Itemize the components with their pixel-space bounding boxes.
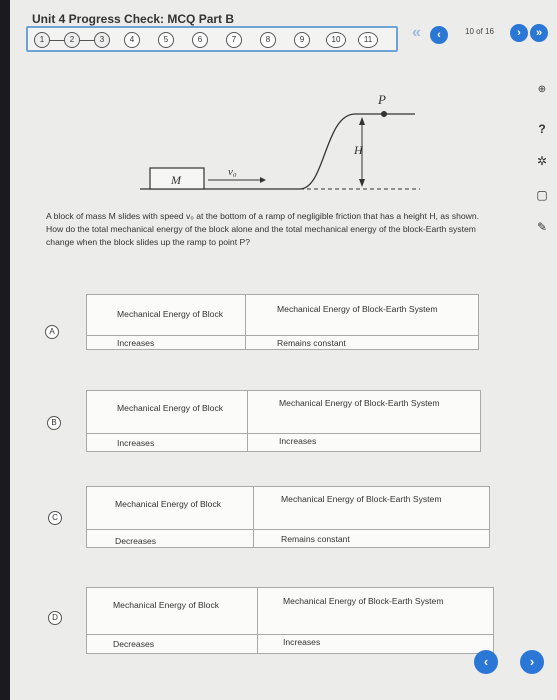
option-b-col2-value: Increases	[279, 436, 317, 446]
option-c-table[interactable]	[86, 486, 490, 548]
option-b-radio[interactable]: B	[47, 416, 61, 430]
exam-screen	[10, 0, 557, 700]
velocity-arrowhead	[260, 177, 266, 183]
option-c-radio[interactable]: C	[48, 511, 62, 525]
option-d-table[interactable]	[86, 587, 494, 654]
option-b-col1-header: Mechanical Energy of Block	[117, 403, 224, 413]
option-c-col2-value: Remains constant	[281, 534, 350, 544]
ramp-diagram	[140, 92, 430, 202]
pencil-icon[interactable]: ✎	[536, 220, 548, 234]
settings-icon[interactable]: ✲	[536, 154, 548, 168]
ramp-figure	[140, 92, 430, 202]
option-b-col1-value: Increases	[117, 438, 155, 448]
option-d-col2-value: Increases	[283, 637, 321, 647]
next-button[interactable]: ›	[520, 650, 544, 674]
option-b-col2-header: Mechanical Energy of Block-Earth System	[279, 398, 440, 408]
page-title: Unit 4 Progress Check: MCQ Part B	[32, 12, 235, 26]
option-b-table[interactable]	[86, 390, 481, 452]
point-label: P	[378, 92, 386, 107]
question-stem: A block of mass M slides with speed v₀ at the bottom of a ramp of negligible friction that has a height H, as shown. How do the total mechanical energy of the block alone and the total mechanical energy of the block-Earth system change when the block slides up the ramp to point P?	[46, 211, 479, 247]
zoom-icon[interactable]: ⊕	[537, 84, 547, 95]
bookmark-icon[interactable]: ▢	[536, 188, 548, 202]
option-a-col2-value: Remains constant	[277, 338, 346, 348]
question-bubble-9[interactable]: 9	[294, 32, 310, 48]
last-question-icon[interactable]: »	[530, 24, 548, 42]
question-navigator	[26, 26, 398, 52]
option-d-col2-header: Mechanical Energy of Block-Earth System	[283, 596, 444, 606]
question-bubble-3[interactable]: 3	[94, 32, 110, 48]
option-d-col1-header: Mechanical Energy of Block	[113, 600, 220, 610]
velocity-label: v₀	[228, 166, 237, 178]
block-label: M	[171, 173, 181, 187]
option-d-col1-value: Decreases	[113, 639, 155, 649]
first-question-icon[interactable]: «	[412, 24, 421, 41]
option-a-col2-header: Mechanical Energy of Block-Earth System	[277, 304, 438, 314]
question-bubble-1[interactable]: 1	[34, 32, 50, 48]
option-a-table[interactable]	[86, 294, 479, 350]
prev-question-icon[interactable]: ‹	[430, 26, 448, 44]
height-arrowhead-bottom	[359, 179, 365, 187]
option-c-col1-header: Mechanical Energy of Block	[115, 499, 222, 509]
question-bubble-6[interactable]: 6	[192, 32, 208, 48]
question-bubble-2[interactable]: 2	[64, 32, 80, 48]
question-counter: 10 of 16	[465, 27, 494, 36]
question-bubble-7[interactable]: 7	[226, 32, 242, 48]
question-bubble-4[interactable]: 4	[124, 32, 140, 48]
option-d-radio[interactable]: D	[48, 611, 62, 625]
height-arrowhead-top	[359, 117, 365, 125]
help-icon[interactable]: ?	[538, 122, 546, 136]
option-a-col1-header: Mechanical Energy of Block	[117, 309, 224, 319]
question-bubble-5[interactable]: 5	[158, 32, 174, 48]
option-c-col2-header: Mechanical Energy of Block-Earth System	[281, 494, 442, 504]
option-a-radio[interactable]: A	[45, 325, 59, 339]
option-c-col1-value: Decreases	[115, 536, 157, 546]
previous-button[interactable]: ‹	[474, 650, 498, 674]
option-a-col1-value: Increases	[117, 338, 155, 348]
question-bubble-11[interactable]: 11	[358, 32, 378, 48]
height-label: H	[354, 143, 363, 157]
question-bubble-8[interactable]: 8	[260, 32, 276, 48]
next-question-icon[interactable]: ›	[510, 24, 528, 42]
point-p	[381, 111, 387, 117]
question-bubble-10[interactable]: 10	[326, 32, 346, 48]
